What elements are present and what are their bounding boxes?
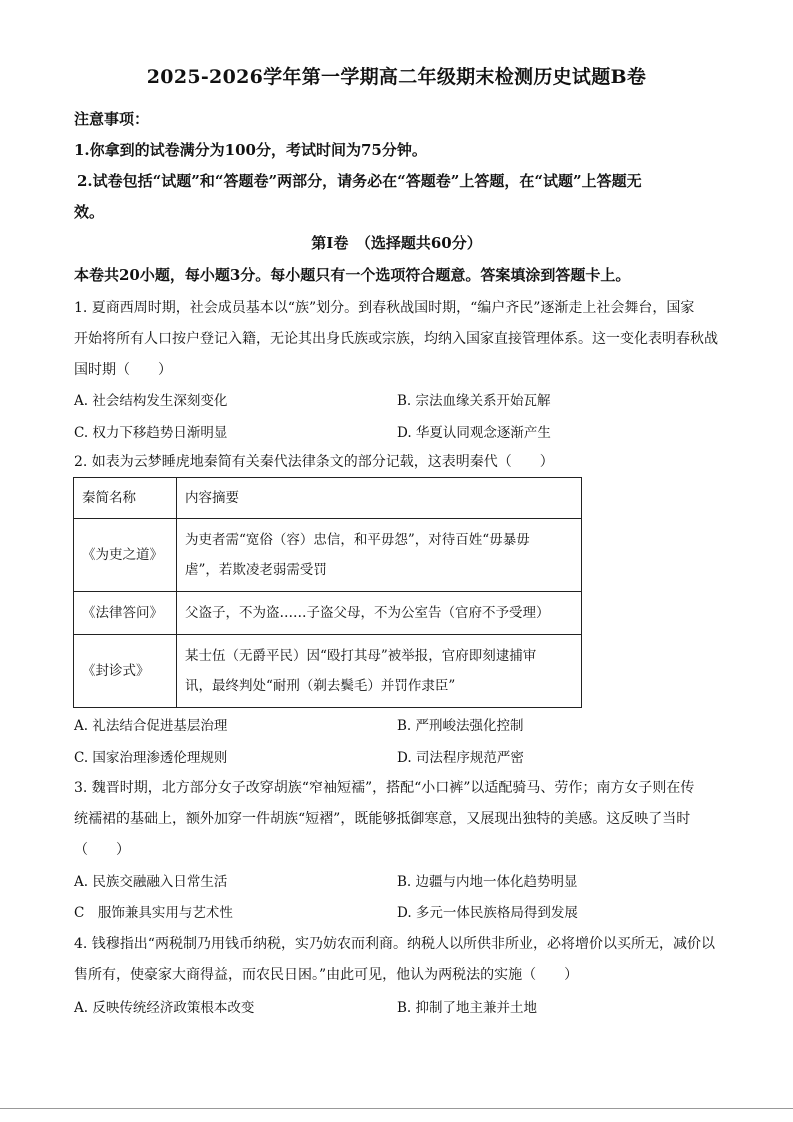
table-cell-content: 父盗子，不为盗……子盗父母，不为公室告（官府不予受理） (177, 592, 582, 635)
table-cell-line: 为吏者需“宽俗（容）忠信，和平毋怨”，对待百姓“毋暴毋 (185, 532, 530, 548)
q1-option-d: D. 华夏认同观念逐渐产生 (397, 425, 551, 441)
q4-option-b: B. 抑制了地主兼并土地 (397, 1000, 538, 1016)
table-row (74, 635, 582, 708)
notice-item-1: 1.你拿到的试卷满分为100分，考试时间为75分钟。 (74, 141, 427, 159)
table-cell-name: 《法律答问》 (74, 592, 177, 635)
q2-option-b: B. 严刑峻法强化控制 (397, 718, 524, 734)
table-header-row (74, 478, 582, 519)
table-cell-line: 讯，最终判处“耐刑（剃去鬓毛）并罚作隶臣” (185, 678, 456, 694)
q1-stem-line3: 国时期（ ） (74, 362, 172, 378)
q4-stem-line2: 售所有，使豪家大商得益，而农民日困。”由此可见，他认为两税法的实施（ ） (74, 967, 579, 983)
notice-item-2-line2: 效。 (74, 203, 105, 221)
page-title: 2025-2026学年第一学期高二年级期末检测历史试题B卷 (146, 66, 647, 88)
notice-item-2-line1: 2.试卷包括“试题”和“答题卷”两部分，请务必在“答题卷”上答题，在“试题”上答题无 (77, 172, 642, 190)
q1-option-b: B. 宗法血缘关系开始瓦解 (397, 393, 551, 409)
table-cell-name: 《为吏之道》 (74, 519, 177, 592)
page-bottom-divider (0, 1108, 793, 1109)
table-row (74, 592, 582, 635)
table-cell-line: 虐”，若欺凌老弱需受罚 (185, 562, 327, 578)
table-cell-name: 《封诊式》 (74, 635, 177, 708)
q2-option-d: D. 司法程序规范严密 (397, 750, 524, 766)
q2-option-c: C. 国家治理渗透伦理规则 (74, 750, 228, 766)
q1-stem-line2: 开始将所有人口按户登记入籍，无论其出身氏族或宗族，均纳入国家直接管理体系。这一变化表明春秋战 (74, 331, 718, 347)
q1-stem-line1: 1. 夏商西周时期，社会成员基本以“族”划分。到春秋战国时期，“编户齐民”逐渐走上社会舞台，国家 (74, 300, 695, 316)
q3-stem-line1: 3. 魏晋时期，北方部分女子改穿胡族“窄袖短襦”，搭配“小口裤”以适配骑马、劳作；南方女子则在传 (74, 780, 695, 796)
table-header-cell: 秦简名称 (74, 478, 177, 519)
table-cell-content (177, 635, 582, 708)
q2-option-a: A. 礼法结合促进基层治理 (74, 718, 228, 734)
q3-option-a: A. 民族交融融入日常生活 (74, 874, 228, 890)
table-header-cell: 内容摘要 (177, 478, 582, 519)
q3-stem-line2: 统襦裙的基础上，额外加穿一件胡族“短褶”，既能够抵御寒意，又展现出独特的美感。这反映了当时 (74, 811, 691, 827)
notice-heading: 注意事项： (74, 110, 150, 128)
q3-option-d: D. 多元一体民族格局得到发展 (397, 905, 578, 921)
table-cell-content (177, 519, 582, 592)
section-title: 第Ⅰ卷 （选择题共60分） (311, 234, 482, 252)
q4-stem-line1: 4. 钱穆指出“两税制乃用钱币纳税，实乃妨农而利商。纳税人以所供非所业，必将增价以买所无，减价以 (74, 936, 715, 952)
q3-stem-line3: （ ） (74, 842, 130, 858)
table-cell-line: 某士伍（无爵平民）因“殴打其母”被举报，官府即刻逮捕审 (185, 648, 537, 664)
q1-option-c: C. 权力下移趋势日渐明显 (74, 425, 228, 441)
q2-table (73, 477, 582, 708)
section-instruction: 本卷共20小题，每小题3分。每小题只有一个选项符合题意。答案填涂到答题卡上。 (74, 266, 631, 284)
q3-option-b: B. 边疆与内地一体化趋势明显 (397, 874, 578, 890)
q3-option-c: C 服饰兼具实用与艺术性 (74, 905, 233, 921)
q2-stem: 2. 如表为云梦睡虎地秦简有关秦代法律条文的部分记载，这表明秦代（ ） (74, 454, 554, 470)
table-row (74, 519, 582, 592)
q1-option-a: A. 社会结构发生深刻变化 (74, 393, 228, 409)
q4-option-a: A. 反映传统经济政策根本改变 (74, 1000, 255, 1016)
